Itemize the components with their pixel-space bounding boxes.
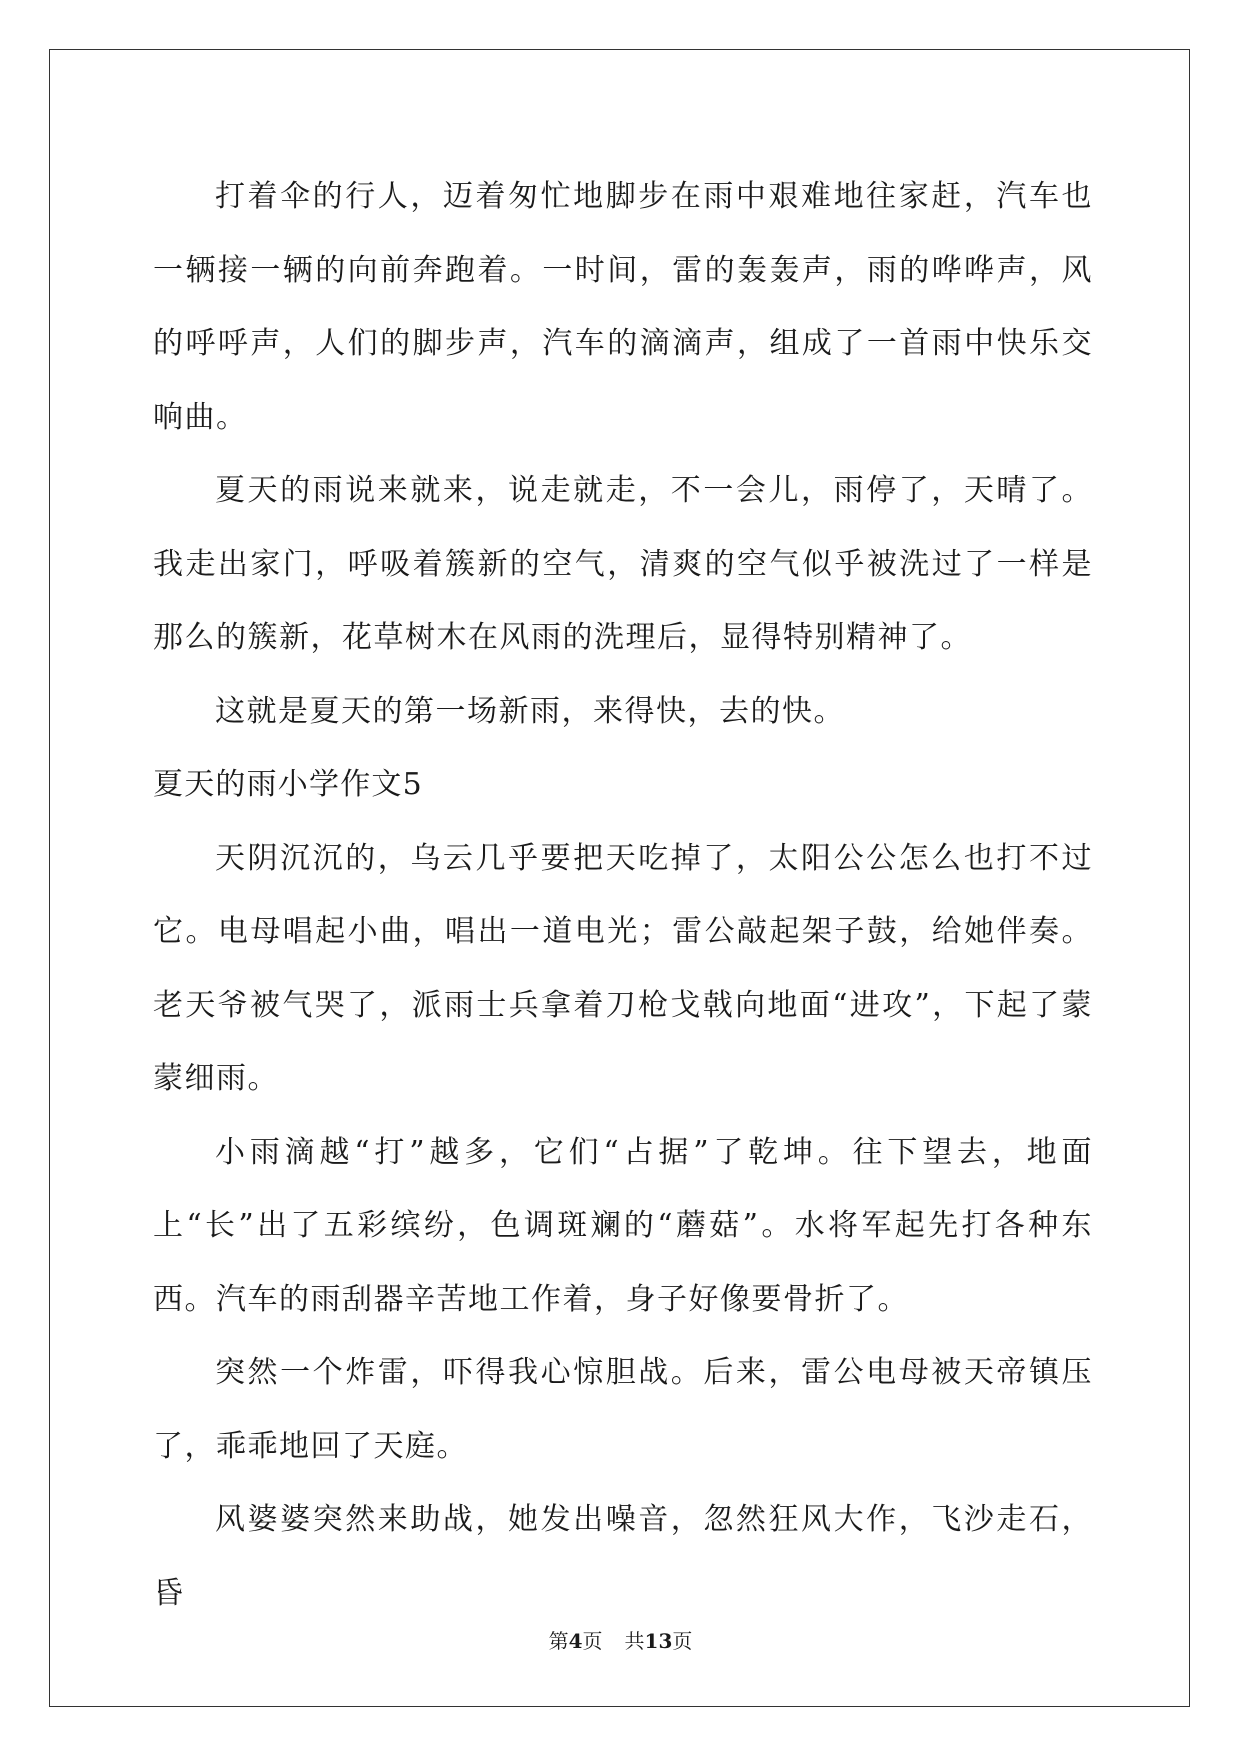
page-footer (0, 1625, 1241, 1654)
paragraph: 风婆婆突然来助战，她发出噪音，忽然狂风大作，飞沙走石，昏 (153, 1502, 1093, 1611)
section-heading: 夏天的雨小学作文5 (153, 767, 423, 802)
document-body (153, 160, 1093, 1630)
footer-total-suffix: 页 (672, 1629, 693, 1653)
footer-prefix: 第 (548, 1629, 569, 1653)
paragraph: 小雨滴越“打”越多，它们“占据”了乾坤。往下望去，地面上“长”出了五彩缤纷，色调斑斓的“蘑菇”。水将军起先打各种东西。汽车的雨刮器辛苦地工作着，身子好像要骨折了。 (153, 1134, 1093, 1317)
current-page-number: 4 (568, 1629, 583, 1653)
total-page-number: 13 (644, 1629, 673, 1653)
paragraph: 突然一个炸雷，吓得我心惊胆战。后来，雷公电母被天帝镇压了，乖乖地回了天庭。 (153, 1355, 1093, 1464)
paragraph: 这就是夏天的第一场新雨，来得快，去的快。 (215, 693, 845, 729)
footer-page-suffix: 页 (582, 1629, 603, 1653)
paragraph: 夏天的雨说来就来，说走就走，不一会儿，雨停了，天晴了。我走出家门，呼吸着簇新的空气，清爽的空气似乎被洗过了一样是那么的簇新，花草树木在风雨的洗理后，显得特别精神了。 (153, 473, 1093, 655)
paragraph: 打着伞的行人，迈着匆忙地脚步在雨中艰难地往家赶，汽车也一辆接一辆的向前奔跑着。一时间，雷的轰轰声，雨的哗哗声，风的呼呼声，人们的脚步声，汽车的滴滴声，组成了一首雨中快乐交响曲。 (153, 179, 1093, 435)
footer-total-prefix: 共 (624, 1629, 645, 1653)
paragraph: 天阴沉沉的，乌云几乎要把天吃掉了，太阳公公怎么也打不过它。电母唱起小曲，唱出一道电光；雷公敲起架子鼓，给她伴奏。老天爷被气哭了，派雨士兵拿着刀枪戈戟向地面“进攻”，下起了蒙蒙细雨。 (153, 840, 1093, 1096)
